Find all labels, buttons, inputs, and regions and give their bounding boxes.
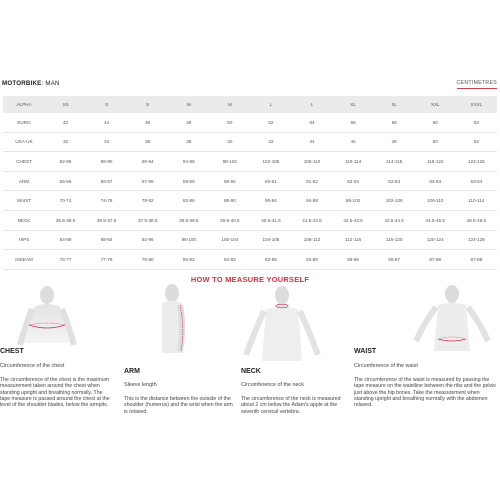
table-cell: 42 [250, 132, 291, 152]
table-cell: 90-94 [250, 191, 291, 211]
table-cell: 45.5-46.5 [456, 210, 497, 230]
table-cell: 56-57 [86, 171, 127, 191]
row-label: INSEAM [3, 250, 45, 270]
table-cell: 82-86 [45, 152, 86, 172]
table-cell: 106-110 [291, 152, 332, 172]
table-cell: 48 [168, 113, 209, 132]
table-cell: 35.5-36.5 [45, 210, 86, 230]
table-cell: 38.5-39.5 [168, 210, 209, 230]
table-cell: 102-106 [250, 152, 291, 172]
table-row [3, 250, 497, 270]
row-label: USA-UK [3, 132, 45, 152]
table-cell: 86-90 [209, 191, 250, 211]
chest-subtitle: Circumference of the chest [0, 363, 65, 369]
arm-title: ARM [124, 368, 140, 375]
column-header-size: M [168, 96, 209, 113]
column-header-size: XXL [415, 96, 456, 113]
table-row [3, 132, 497, 152]
table-cell: 50 [415, 132, 456, 152]
neck-title: NECK [241, 368, 261, 375]
table-cell: 61-62 [291, 171, 332, 191]
table-cell: 44 [86, 113, 127, 132]
table-cell: 102-106 [374, 191, 415, 211]
table-cell: 104-108 [250, 230, 291, 250]
table-cell: 78-82 [127, 191, 168, 211]
table-cell: 80-82 [168, 250, 209, 270]
table-cell: 34 [86, 132, 127, 152]
column-header-size: S [86, 96, 127, 113]
chart-title [2, 80, 60, 87]
table-cell: 60-61 [250, 171, 291, 191]
waist-figure-illustration [412, 283, 492, 353]
table-cell: 84-88 [45, 230, 86, 250]
table-cell: 54 [291, 113, 332, 132]
table-cell: 86-87 [374, 250, 415, 270]
table-cell: 62 [456, 113, 497, 132]
table-cell: 41.5-42.5 [291, 210, 332, 230]
table-cell: 52 [456, 132, 497, 152]
row-label: ARM [3, 171, 45, 191]
waist-description: The circumference of the waist is measured by passing the tape measure on the waistline between the ribs and the pelvis just above the hip bones. Take the measurement when standing upright and breathing normally with the abdomen relaxed. [354, 377, 496, 409]
arm-subtitle: Sleeve length [124, 382, 157, 388]
how-to-measure-title: HOW TO MEASURE YOURSELF [190, 275, 310, 284]
column-header-size: L [291, 96, 332, 113]
table-cell: 58-59 [168, 171, 209, 191]
table-cell: 57-58 [127, 171, 168, 191]
table-cell: 83-85 [291, 250, 332, 270]
table-cell: 36 [127, 132, 168, 152]
chest-description: The circumference of the chest is the maximum measurement taken around the chest when standing upright and breathing normally. The tape measure is passed around the chest at the level of the shoulder blades, below the armpits. [0, 377, 110, 409]
table-cell: 63-64 [415, 171, 456, 191]
table-cell: 32 [45, 132, 86, 152]
table-cell: 59-60 [209, 171, 250, 191]
neck-description: The circumference of the neck is measured about 2 cm below the Adam's apple at the seventh cervical vertebra. [241, 396, 341, 415]
table-cell: 94-98 [168, 152, 209, 172]
table-cell: 70-74 [45, 191, 86, 211]
table-cell: 100-104 [209, 230, 250, 250]
gender-label: : MAN [41, 80, 60, 87]
row-label: HIPS [3, 230, 45, 250]
table-cell: 39.5-40.5 [209, 210, 250, 230]
table-cell: 42 [45, 113, 86, 132]
table-cell: 62-63 [333, 171, 374, 191]
arm-description: This is the distance between the outside of the shoulder (humerus) and the wrist when the arm is relaxed. [124, 396, 233, 415]
table-cell: 106-110 [415, 191, 456, 211]
table-cell: 85-86 [333, 250, 374, 270]
table-cell: 46 [333, 132, 374, 152]
row-label: WAIST [3, 191, 45, 211]
waist-subtitle: Circumference of the waist [354, 363, 418, 369]
column-header-size: M [209, 96, 250, 113]
table-cell: 46 [127, 113, 168, 132]
table-cell: 38 [168, 132, 209, 152]
chest-figure-illustration [12, 283, 82, 349]
table-cell: 86-90 [86, 152, 127, 172]
table-cell: 110-114 [456, 191, 497, 211]
table-row [3, 171, 497, 191]
column-header-size: XXXL [456, 96, 497, 113]
table-cell: 74-78 [86, 191, 127, 211]
table-cell: 94-98 [291, 191, 332, 211]
size-chart-header [0, 80, 500, 94]
table-cell: 112-116 [333, 230, 374, 250]
column-header-size: L [250, 96, 291, 113]
table-cell: 110-114 [333, 152, 374, 172]
table-row [3, 230, 497, 250]
table-cell: 37.5-38.5 [127, 210, 168, 230]
table-cell: 36.5-37.5 [86, 210, 127, 230]
table-cell: 79-80 [127, 250, 168, 270]
table-cell: 98-102 [333, 191, 374, 211]
size-table [3, 96, 497, 270]
table-cell: 114-118 [374, 152, 415, 172]
table-cell: 118-122 [415, 152, 456, 172]
chest-title: CHEST [0, 348, 24, 355]
table-cell: 48 [374, 132, 415, 152]
table-cell: 62-63 [374, 171, 415, 191]
column-header-alpha: ALPHA [3, 96, 45, 113]
column-header-size: XL [333, 96, 374, 113]
column-header-size: XL [374, 96, 415, 113]
table-cell: 52 [250, 113, 291, 132]
table-cell: 124-128 [456, 230, 497, 250]
row-label: NECK [3, 210, 45, 230]
table-cell: 56 [333, 113, 374, 132]
table-cell: 98-102 [209, 152, 250, 172]
neck-subtitle: Circumference of the neck [241, 382, 304, 388]
table-cell: 63-64 [456, 171, 497, 191]
row-label: CHEST [3, 152, 45, 172]
table-header-row [3, 96, 497, 113]
table-cell: 87-88 [415, 250, 456, 270]
table-cell: 55-56 [45, 171, 86, 191]
table-cell: 116-120 [374, 230, 415, 250]
table-cell: 88-92 [86, 230, 127, 250]
table-cell: 60 [415, 113, 456, 132]
table-cell: 96-100 [168, 230, 209, 250]
category-label: MOTORBIKE [2, 80, 42, 87]
column-header-size: XS [45, 96, 86, 113]
table-cell: 58 [374, 113, 415, 132]
neck-figure-illustration [240, 283, 324, 367]
table-row [3, 152, 497, 172]
table-cell: 82-83 [209, 250, 250, 270]
table-cell: 44.5-45.5 [415, 210, 456, 230]
table-cell: 44 [291, 132, 332, 152]
table-cell: 108-112 [291, 230, 332, 250]
table-cell: 77-79 [86, 250, 127, 270]
table-cell: 122-126 [456, 152, 497, 172]
table-row [3, 210, 497, 230]
table-cell: 87-88 [456, 250, 497, 270]
table-cell: 82-86 [168, 191, 209, 211]
table-cell: 120-124 [415, 230, 456, 250]
table-row [3, 113, 497, 132]
table-cell: 92-96 [127, 230, 168, 250]
table-cell: 83-85 [250, 250, 291, 270]
row-label: EURO [3, 113, 45, 132]
arm-figure-illustration [150, 283, 200, 363]
unit-tab[interactable]: CENTIMETRES [457, 80, 497, 89]
table-cell: 50 [209, 113, 250, 132]
table-cell: 76-77 [45, 250, 86, 270]
waist-title: WAIST [354, 348, 377, 355]
column-header-size: S [127, 96, 168, 113]
table-row [3, 191, 497, 211]
table-cell: 90-94 [127, 152, 168, 172]
table-cell: 42.5-43.5 [333, 210, 374, 230]
table-cell: 40 [209, 132, 250, 152]
table-cell: 43.5-44.5 [374, 210, 415, 230]
table-cell: 40.5-41.5 [250, 210, 291, 230]
